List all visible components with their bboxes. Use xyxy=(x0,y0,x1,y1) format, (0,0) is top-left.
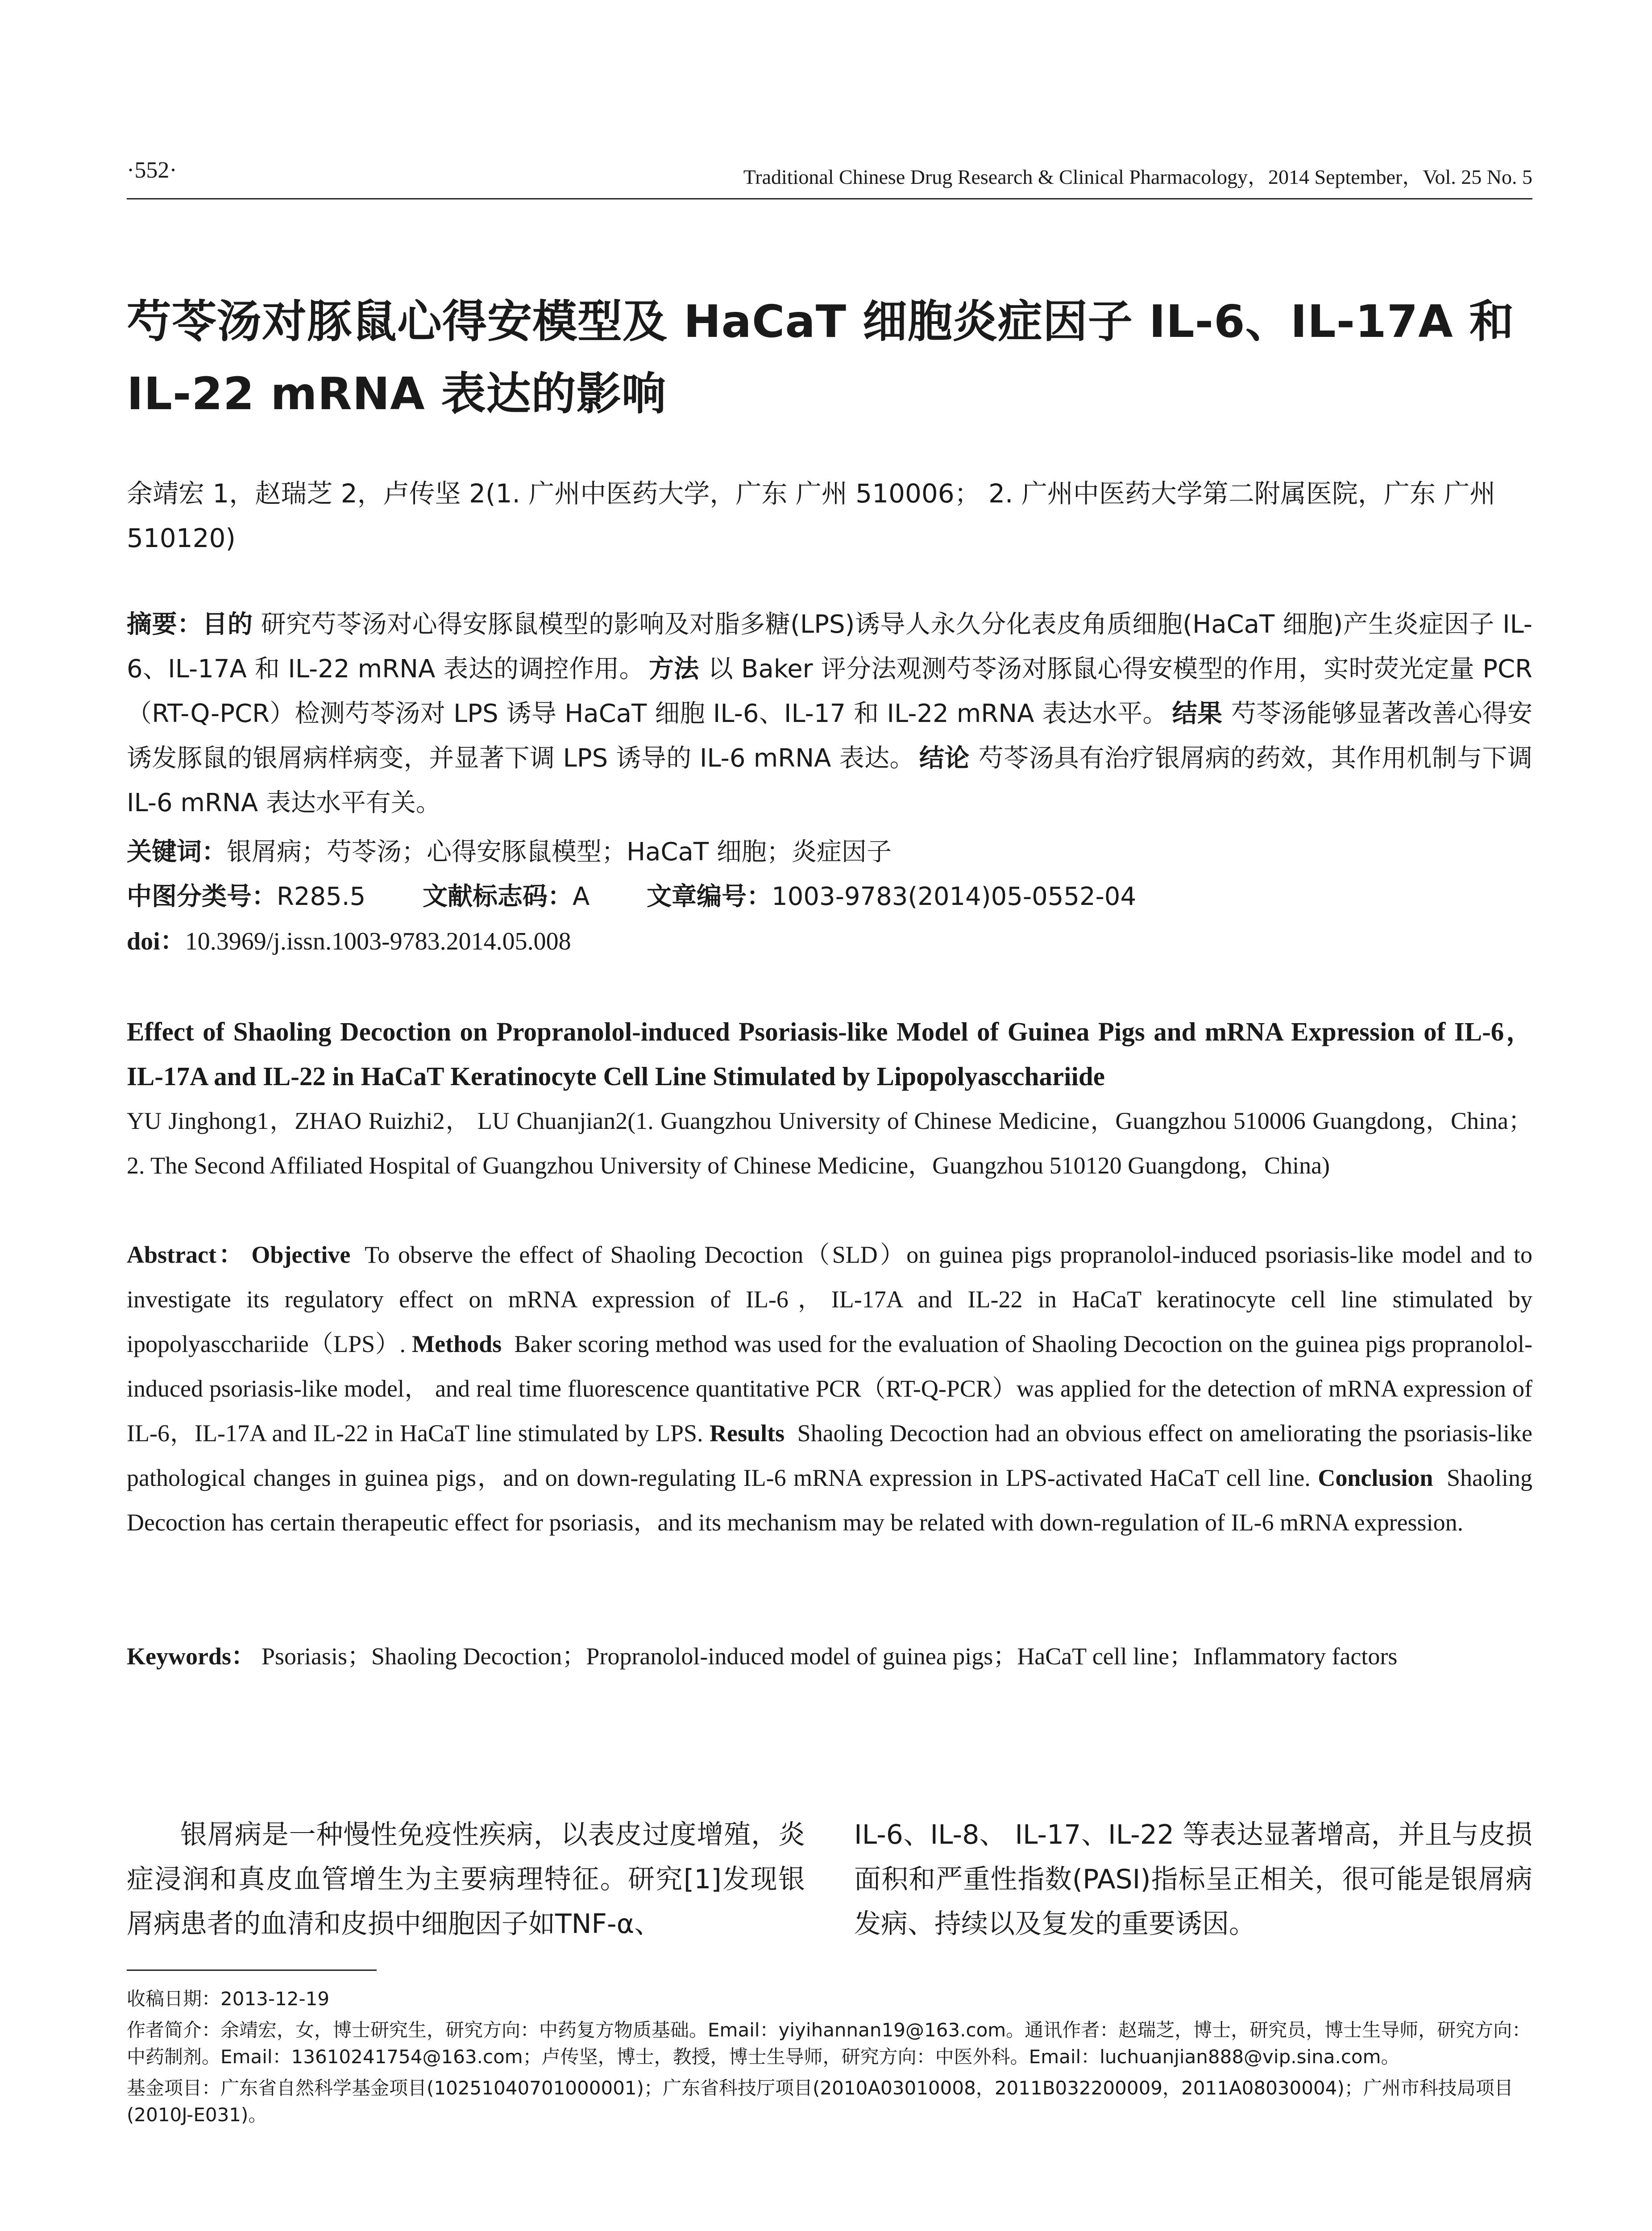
keywords-en-text: Psoriasis；Shaoling Decoction；Propranolol-induced model of guinea pigs；HaCaT cell line；Inflammatory factors xyxy=(261,1643,1398,1670)
document-code-label: 文献标志码： xyxy=(423,882,573,911)
objective-en-label: Objective xyxy=(251,1241,351,1268)
abstract-english xyxy=(127,1232,1532,1545)
article-number-label: 文章编号： xyxy=(647,882,772,911)
authors-affiliations-english: YU Jinghong1，ZHAO Ruizhi2， LU Chuanjian2(1. Guangzhou University of Chinese Medicine，Guangzhou 510006 Guangdong，China；2. The Second Affiliated Hospital of Guangzhou University of Chinese Medicine，Guangzhou 510120 Guangdong，China) xyxy=(127,1107,1532,1179)
doi-line xyxy=(127,919,1532,964)
results-text: 芍苓汤能够显著改善心得安诱发豚鼠的银屑病样病变，并显著下调 LPS 诱导的 IL-6 mRNA 表达。 xyxy=(127,699,1533,773)
classification-line xyxy=(127,875,1532,919)
keywords-en-label: Keywords： xyxy=(127,1643,255,1670)
abstract-chinese xyxy=(127,602,1532,825)
keywords-english xyxy=(127,1634,1532,1679)
page-number: ·552· xyxy=(127,158,177,183)
keywords-label: 关键词： xyxy=(127,838,227,867)
clc-value: R285.5 xyxy=(277,882,366,911)
methods-label: 方法 xyxy=(648,655,699,684)
methods-text: 以 Baker 评分法观测芍苓汤对豚鼠心得安模型的作用，实时荧光定量 PCR（RT-Q-PCR）检测芍苓汤对 LPS 诱导 HaCaT 细胞 IL-6、IL-17 和 IL-22 mRNA 表达水平。 xyxy=(127,655,1532,728)
objective-en-text: To observe the effect of Shaoling Decoction（SLD）on guinea pigs propranolol-induced psoriasis-like model and to investigate its regulatory effect on mRNA expression of IL-6，IL-17A and IL-22 in HaCaT keratinocyte cell line stimulated by ipopolyascchariide（LPS）. xyxy=(127,1241,1532,1357)
doi-label: doi： xyxy=(127,928,185,955)
doi-value: 10.3969/j.issn.1003-9783.2014.05.008 xyxy=(185,928,571,955)
results-label: 结果 xyxy=(1172,699,1223,728)
footnotes xyxy=(127,1986,1532,2128)
abstract-label: 摘要： xyxy=(127,610,203,639)
conclusion-text: 芍苓汤具有治疗银屑病的药效，其作用机制与下调 IL-6 mRNA 表达水平有关。 xyxy=(127,744,1533,817)
conclusion-label: 结论 xyxy=(919,744,970,773)
article-title-chinese: 芍苓汤对豚鼠心得安模型及 HaCaT 细胞炎症因子 IL-6、IL-17A 和 IL-22 mRNA 表达的影响 xyxy=(127,295,1515,420)
received-date: 收稿日期：2013-12-19 xyxy=(127,1988,330,2010)
footnote-rule xyxy=(127,1970,377,1971)
authors-affiliations-chinese: 余靖宏 1，赵瑞芝 2，卢传坚 2(1. 广州中医药大学，广东 广州 510006； 2. 广州中医药大学第二附属医院，广东 广州 510120) xyxy=(127,478,1496,553)
abstract-en-label: Abstract： xyxy=(127,1241,245,1268)
running-head xyxy=(127,157,1532,193)
body-column-right: IL-6、IL-8、 IL-17、IL-22 等表达显著增高，并且与皮损面积和严重性指数(PASI)指标呈正相关，很可能是银屑病发病、持续以及复发的重要诱因。 xyxy=(854,1819,1532,1940)
results-en-text: Shaoling Decoction had an obvious effect on ameliorating the psoriasis-like pathological changes in guinea pigs，and on down-regulating IL-6 mRNA expression in LPS-activated HaCaT cell line. xyxy=(127,1420,1532,1491)
funding: 基金项目：广东省自然科学基金项目(10251040701000001)；广东省科技厅项目(2010A03010008，2011B032200009，2011A08030004)；广州市科技局项目(2010J-E031)。 xyxy=(127,2077,1513,2126)
conclusion-en-text: Shaoling Decoction has certain therapeutic effect for psoriasis，and its mechanism may be related with down-regulation of IL-6 mRNA expression. xyxy=(127,1464,1533,1536)
keywords-text: 银屑病；芍苓汤；心得安豚鼠模型；HaCaT 细胞；炎症因子 xyxy=(227,838,892,867)
results-en-label: Results xyxy=(710,1420,785,1447)
objective-text: 研究芍苓汤对心得安豚鼠模型的影响及对脂多糖(LPS)诱导人永久分化表皮角质细胞(HaCaT 细胞)产生炎症因子 IL-6、IL-17A 和 IL-22 mRNA 表达的调控作用。 xyxy=(127,610,1533,684)
conclusion-en-label: Conclusion xyxy=(1318,1464,1433,1491)
document-code-value: A xyxy=(573,882,590,911)
methods-en-label: Methods xyxy=(412,1331,502,1357)
clc-label: 中图分类号： xyxy=(127,882,277,911)
article-title-english: Effect of Shaoling Decoction on Propranolol-induced Psoriasis-like Model of Guinea Pigs and mRNA Expression of IL-6，IL-17A and IL-22 in HaCaT Keratinocyte Cell Line Stimulated by Lipopolyascchariide xyxy=(127,1017,1532,1091)
objective-label: 目的 xyxy=(202,610,253,639)
body-column-left: 银屑病是一种慢性免疫性疾病，以表皮过度增殖，炎症浸润和真皮血管增生为主要病理特征。研究[1]发现银屑病患者的血清和皮损中细胞因子如TNF-α、 xyxy=(127,1819,805,1940)
keywords-chinese xyxy=(127,830,1532,875)
author-bio: 作者简介：余靖宏，女，博士研究生，研究方向：中药复方物质基础。Email：yiyihannan19@163.com。通讯作者：赵瑞芝，博士，研究员，博士生导师，研究方向：中药制剂。Email：13610241754@163.com；卢传坚，博士，教授，博士生导师，研究方向：中医外科。Email：luchuanjian888@vip.sina.com。 xyxy=(127,2019,1531,2068)
journal-citation: Traditional Chinese Drug Research & Clinical Pharmacology，2014 September，Vol. 25 No. 5 xyxy=(743,166,1532,188)
methods-en-text: Baker scoring method was used for the evaluation of Shaoling Decoction on the guinea pigs propranolol-induced psoriasis-like model， and real time fluorescence quantitative PCR（RT-Q-PCR）was applied for the detection of mRNA expression of IL-6，IL-17A and IL-22 in HaCaT line stimulated by LPS. xyxy=(127,1331,1532,1447)
header-rule xyxy=(127,198,1532,199)
article-number-value: 1003-9783(2014)05-0552-04 xyxy=(772,882,1137,911)
